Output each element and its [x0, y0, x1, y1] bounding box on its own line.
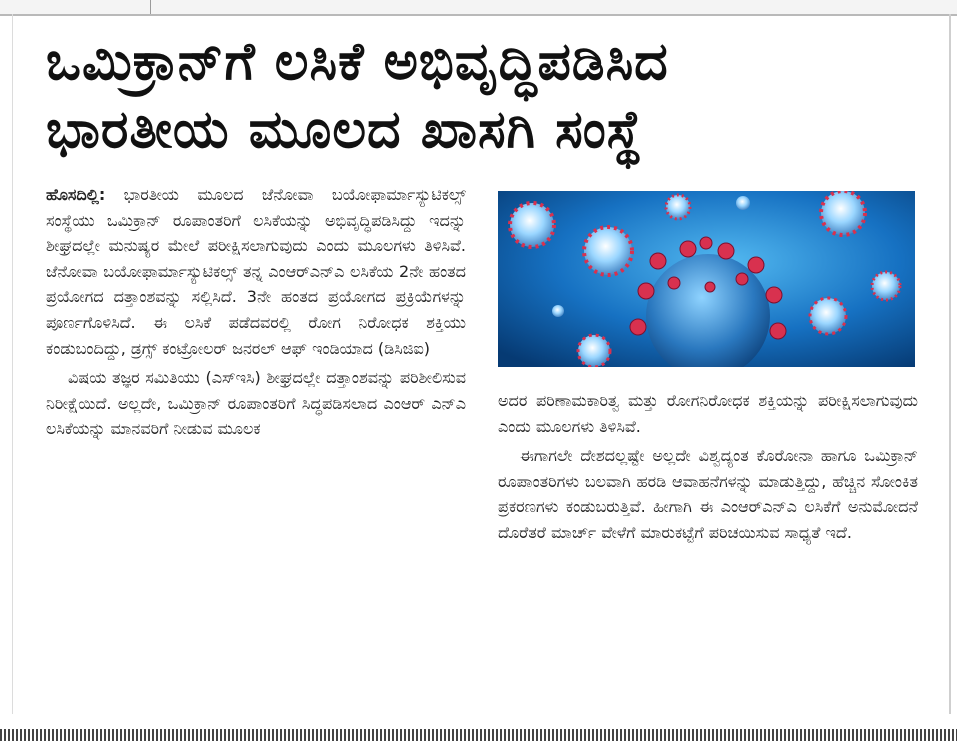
page-top-rule: [0, 0, 957, 16]
paragraph-text: ಭಾರತೀಯ ಮೂಲದ ಜೆನೋವಾ ಬಯೋಫಾರ್ಮಾಸ್ಯುಟಿಕಲ್ಸ್ ಸಂಸ್ಥೆಯು ಒಮಿಕ್ರಾನ್ ರೂಪಾಂತರಿಗೆ ಲಸಿಕೆಯನ್ನು ಅಭಿವೃದ್ಧಿಪಡಿಸಿದ್ದು ಇದನ್ನು ಶೀಘ್ರದಲ್ಲೇ ಮನುಷ್ಯರ ಮೇಲೆ ಪರೀಕ್ಷಿಸಲಾಗುವುದು ಎಂದು ಮೂಲಗಳು ತಿಳಿಸಿವೆ. ಜೆನೋವಾ ಬಯೋಫಾರ್ಮಾಸ್ಯುಟಿಕಲ್ಸ್ ತನ್ನ ಎಂಆರ್‌ಎನ್‌ಎ ಲಸಿಕೆಯ 2ನೇ ಹಂತದ ಪ್ರಯೋಗದ ದತ್ತಾಂಶವನ್ನು ಸಲ್ಲಿಸಿದೆ. 3ನೇ ಹಂತದ ಪ್ರಯೋಗದ ಪ್ರಕ್ರಿಯೆಗಳನ್ನು ಪೂರ್ಣಗೊಳಿಸಿದೆ. ಈ ಲಸಿಕೆ ಪಡೆದವರಲ್ಲಿ ರೋಗ ನಿರೋಧಕ ಶಕ್ತಿಯು ಕಂಡುಬಂದಿದ್ದು, ಡ್ರಗ್ಸ್ ಕಂಟ್ರೋಲರ್ ಜನರಲ್ ಆಫ್ ಇಂಡಿಯಾದ (ಡಿಸಿಜಿಐ): [46, 185, 466, 358]
virus-illustration: [498, 191, 915, 367]
headline-line-1: ಒಮಿಕ್ರಾನ್‌ಗೆ ಲಸಿಕೆ ಅಭಿವೃದ್ಧಿಪಡಿಸಿದ: [46, 32, 669, 92]
virus-small-top: [666, 195, 690, 219]
article-paragraph: ಅದರ ಪರಿಣಾಮಕಾರಿತ್ವ ಮತ್ತು ರೋಗನಿರೋಧಕ ಶಕ್ತಿಯನ್ನು ಪರೀಕ್ಷಿಸಲಾಗುವುದು ಎಂದು ಮೂಲಗಳು ತಿಳಿಸಿವೆ.: [498, 391, 918, 436]
right-column-rule: [949, 14, 951, 714]
virus-small-right: [821, 191, 865, 235]
column-tick: [150, 0, 151, 14]
dateline: ಹೊಸದಿಲ್ಲಿ:: [46, 185, 106, 204]
coronavirus-photo: [498, 191, 915, 367]
virus-small-left: [510, 203, 554, 247]
virus-small-bottom-left: [578, 335, 610, 367]
virus-small-far-right: [872, 272, 900, 300]
virus-small-mid: [584, 227, 632, 275]
article-paragraph: [46, 182, 466, 361]
article-paragraph: ಈಗಾಗಲೇ ದೇಶದಲ್ಲಷ್ಟೇ ಅಲ್ಲದೇ ವಿಶ್ವದ್ಯಂತ ಕೊರೋನಾ ಹಾಗೂ ಒಮಿಕ್ರಾನ್ ರೂಪಾಂತರಿಗಳು ಬಲವಾಗಿ ಹರಡಿ ಆವಾಹನೆಗಳನ್ನು ಮಾಡುತ್ತಿದ್ದು, ಹೆಚ್ಚಿನ ಸೋಂಕಿತ ಪ್ರಕರಣಗಳು ಕಂಡುಬರುತ್ತಿವೆ. ಹೀಗಾಗಿ ಈ ಎಂಆರ್‌ಎನ್‌ಎ ಲಸಿಕೆಗೆ ಅನುಮೋದನೆ ದೊರೆತರೆ ಮಾರ್ಚ್ ವೇಳೆಗೆ ಮಾರುಕಟ್ಟೆಗೆ ಪರಿಚಯಿಸುವ ಸಾಧ್ಯತೆ ಇದೆ.: [498, 446, 918, 542]
headline-line-2: ಭಾರತೀಯ ಮೂಲದ ಖಾಸಗಿ ಸಂಸ್ಥೆ: [46, 100, 643, 160]
article-headline: [46, 28, 926, 164]
article-column-right: [498, 388, 918, 716]
page-bottom-rule: [0, 729, 957, 741]
left-column-rule: [12, 14, 13, 714]
article-paragraph: ವಿಷಯ ತಜ್ಞರ ಸಮಿತಿಯು (ಎಸ್‌ಇಸಿ) ಶೀಘ್ರದಲ್ಲೇ ದತ್ತಾಂಶವನ್ನು ಪರಿಶೀಲಿಸುವ ನಿರೀಕ್ಷೆಯಿದೆ. ಅಲ್ಲದೇ, ಒಮಿಕ್ರಾನ್ ರೂಪಾಂತರಿಗೆ ಸಿದ್ಧಪಡಿಸಲಾದ ಎಂಆರ್ ಎನ್‌ಎ ಲಸಿಕೆಯನ್ನು ಮಾನವರಿಗೆ ನೀಡುವ ಮೂಲಕ: [46, 368, 466, 439]
virus-small-lower-right: [810, 298, 846, 334]
article-column-left: [46, 182, 466, 712]
